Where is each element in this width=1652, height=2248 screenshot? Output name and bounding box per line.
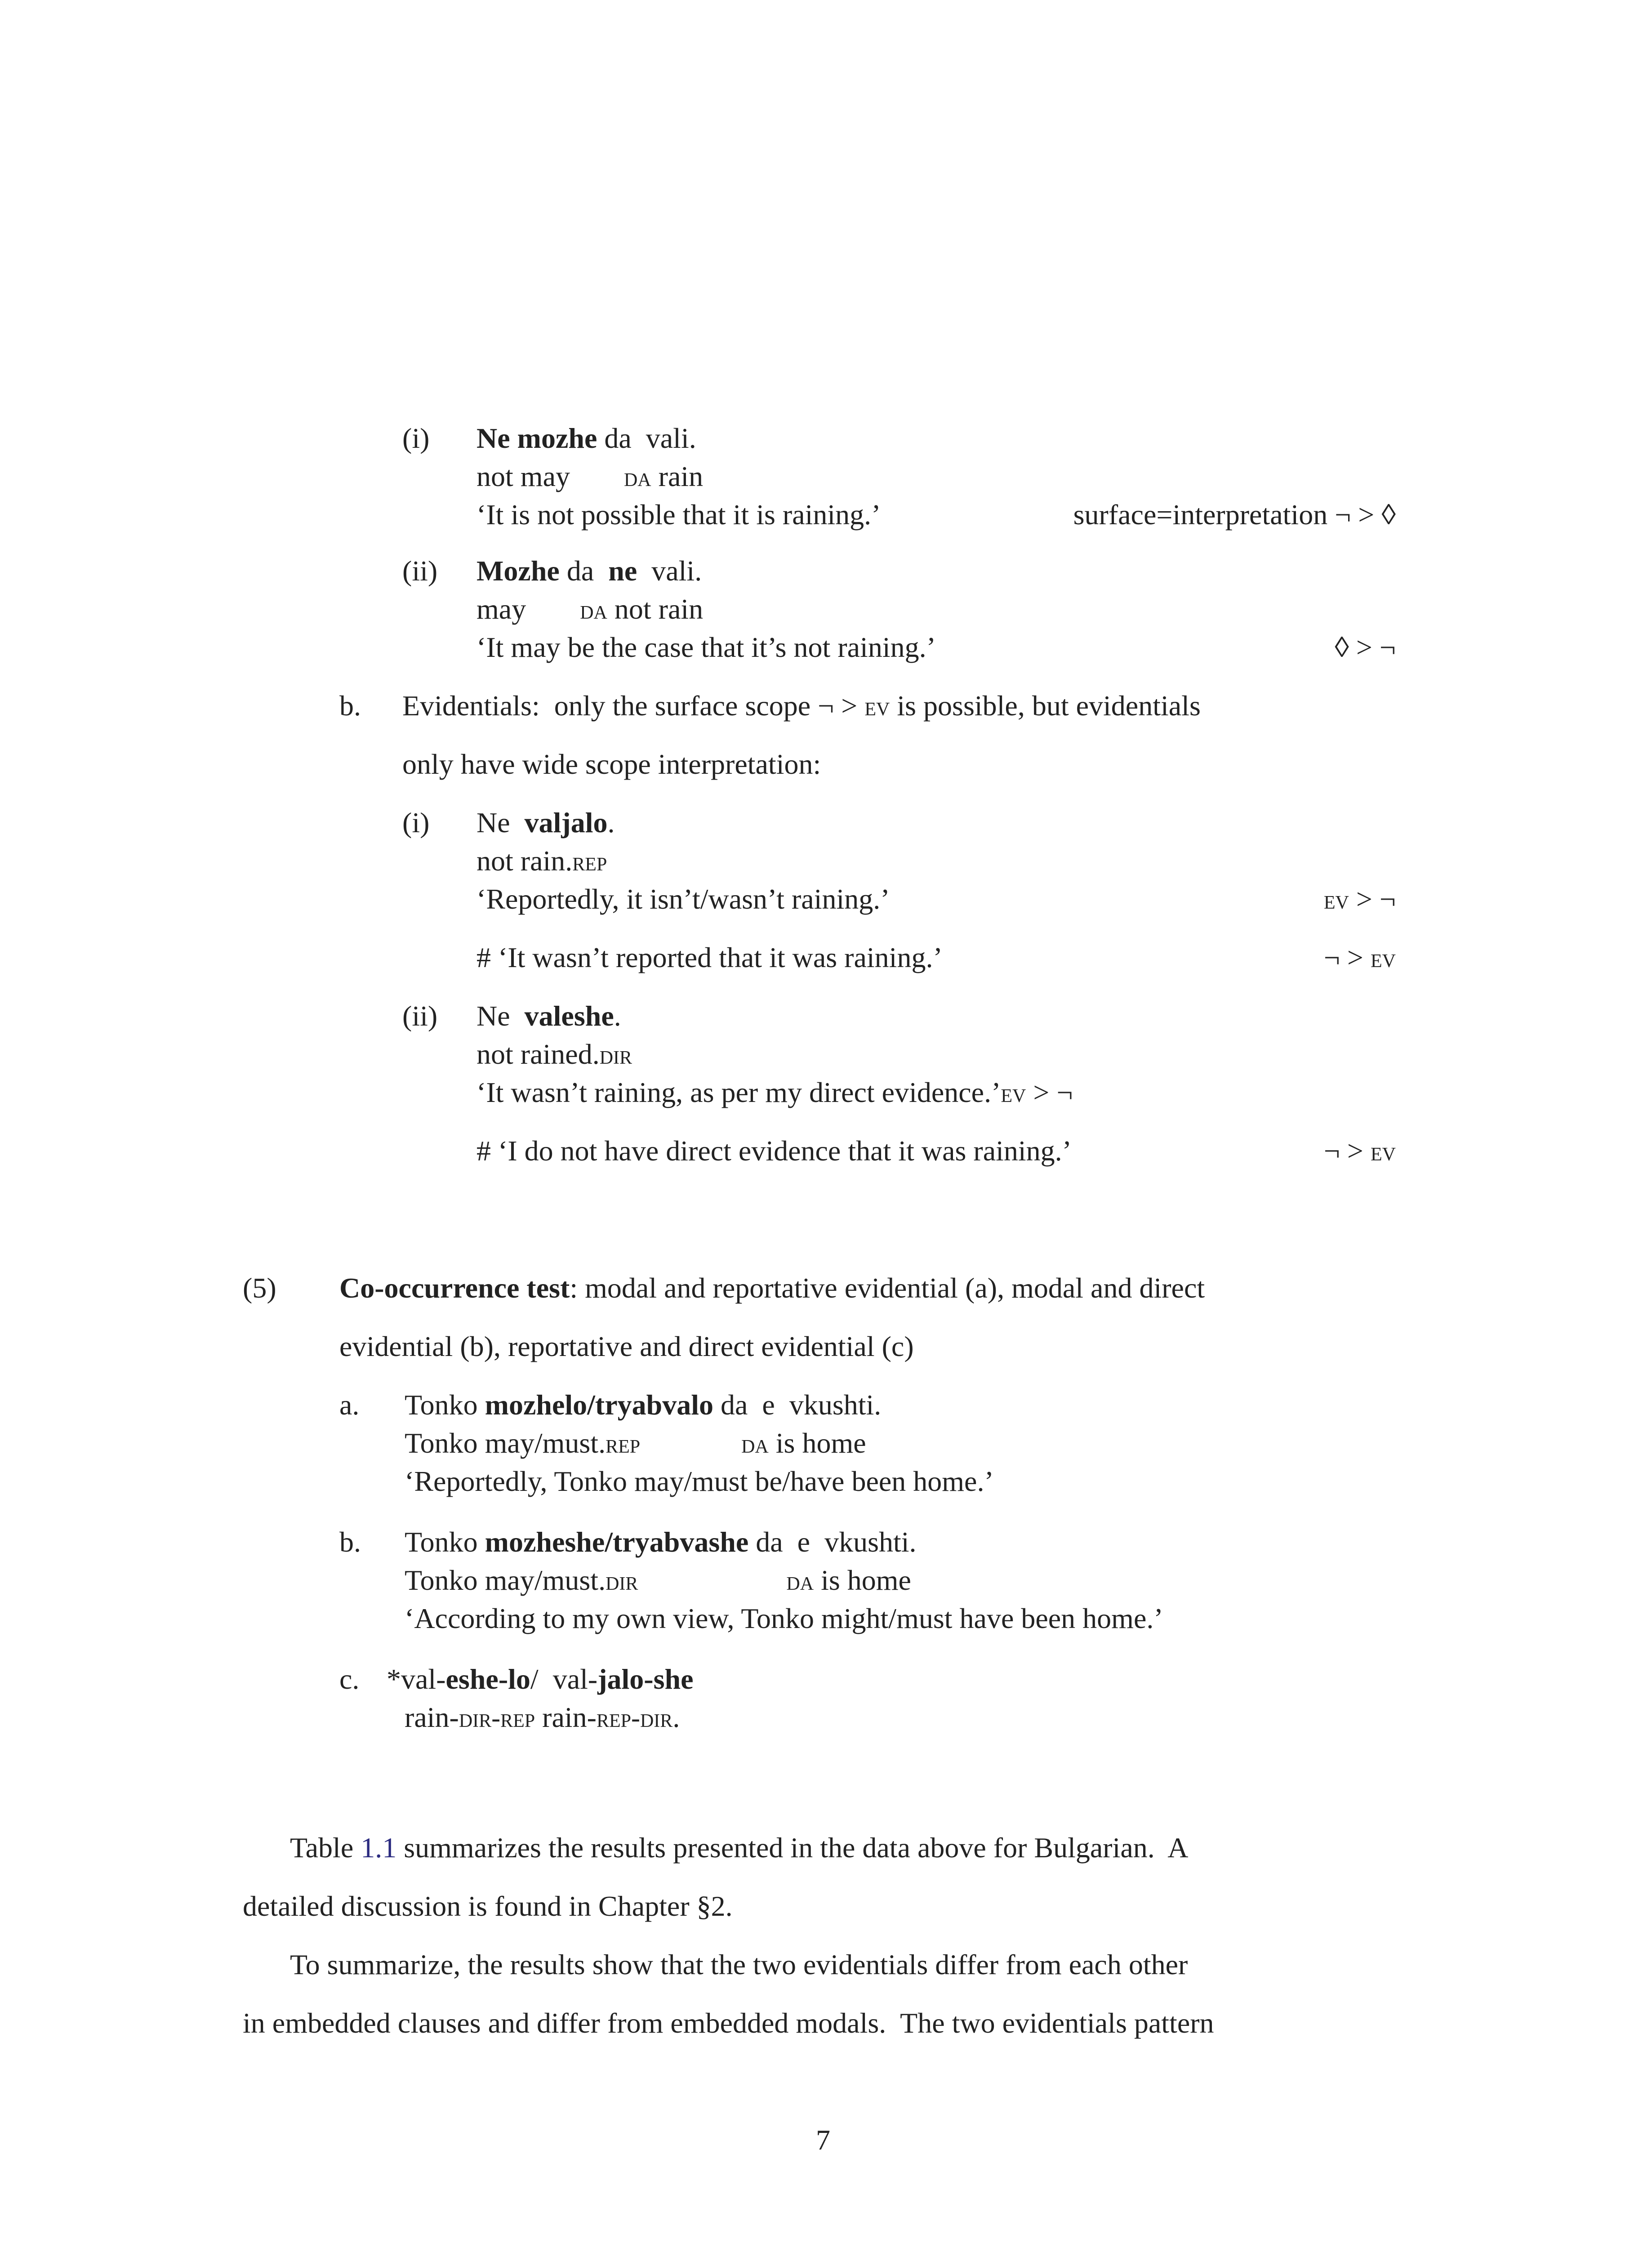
word: da	[756, 1526, 783, 1558]
gloss-abbrev: ev	[864, 691, 890, 721]
gloss-abbrev: ev	[1371, 943, 1396, 973]
text-span: ¬ >	[1323, 1135, 1371, 1167]
translation-line: ‘According to my own view, Tonko might/must have been home.’	[405, 1602, 1163, 1634]
gloss-line-source	[405, 1387, 881, 1423]
translation-line: # ‘I do not have direct evidence that it was raining.’	[476, 1135, 1072, 1167]
bold-word: Mozhe	[476, 555, 560, 587]
word: vali.	[646, 422, 696, 454]
word: e	[797, 1526, 810, 1558]
translation-line: ‘Reportedly, it isn’t/wasn’t raining.’	[476, 883, 890, 915]
example-number: (5)	[243, 1272, 276, 1304]
bold-word: valjalo	[524, 807, 608, 839]
word: e	[762, 1389, 775, 1421]
gloss-word: may	[476, 593, 526, 625]
word: Ne	[476, 807, 510, 839]
word: val-	[552, 1663, 598, 1695]
bold-word: jalo-she	[597, 1663, 694, 1695]
word: .	[607, 807, 615, 839]
gloss-word: Tonko may/must.	[405, 1427, 606, 1459]
gloss-word: .	[672, 1701, 680, 1733]
gloss-abbrev: dir	[606, 1566, 638, 1596]
gloss-word: not rain	[614, 593, 704, 625]
word: .	[614, 1000, 621, 1032]
text-span: summarizes the results presented in the data above for Bulgarian. A	[396, 1832, 1189, 1864]
gloss-abbrev: da	[786, 1566, 814, 1596]
gloss-word: not rained.	[476, 1038, 600, 1070]
word: vali.	[651, 555, 702, 587]
bold-word: mozheshe/tryabvashe	[485, 1526, 749, 1558]
example-label: a.	[339, 1389, 360, 1421]
text-span: is possible, but evidentials	[897, 690, 1201, 722]
bold-word: mozhelo/tryabvalo	[485, 1389, 713, 1421]
gloss-word: is home	[775, 1427, 866, 1459]
scope-note	[1324, 1133, 1396, 1169]
scope-note	[1324, 881, 1396, 918]
gloss-abbrev: da	[580, 595, 607, 624]
gloss-line-source	[476, 553, 702, 589]
translation-line: ‘It is not possible that it is raining.’	[476, 499, 881, 531]
gloss-abbrev: ev	[1371, 1137, 1396, 1166]
word: vkushti.	[824, 1526, 917, 1558]
scope-note	[1324, 940, 1396, 976]
example-label: (ii)	[402, 555, 438, 587]
example-label: (i)	[402, 807, 430, 839]
translation-line	[476, 1075, 1073, 1111]
text-span: : modal and reportative evidential (a), modal and direct	[570, 1272, 1205, 1304]
bold-word: ne	[608, 555, 637, 587]
example-text	[339, 1270, 1205, 1306]
word: vkushti.	[789, 1389, 882, 1421]
gloss-line-words	[476, 843, 607, 879]
gloss-abbrev: da	[741, 1429, 769, 1459]
gloss-word: rain-	[542, 1701, 597, 1733]
example-label: b.	[339, 690, 361, 722]
word: da	[604, 422, 632, 454]
gloss-line-words	[476, 1036, 632, 1073]
gloss-line-source	[476, 998, 621, 1034]
gloss-word: not may	[476, 460, 570, 492]
table-reference-link[interactable]: 1.1	[361, 1832, 397, 1864]
example-text: evidential (b), reportative and direct evidential (c)	[339, 1330, 914, 1362]
example-label: b.	[339, 1526, 361, 1558]
example-label: (i)	[402, 422, 430, 454]
gloss-line-source	[405, 1524, 917, 1560]
gloss-word: rain	[658, 460, 704, 492]
gloss-abbrev: dir-rep	[459, 1703, 535, 1733]
gloss-abbrev: rep-dir	[596, 1703, 673, 1733]
body-paragraph-line	[290, 1830, 1188, 1866]
translation-line: ‘Reportedly, Tonko may/must be/have been home.’	[405, 1465, 994, 1497]
text-span: Evidentials: only the surface scope ¬ >	[402, 690, 858, 722]
bold-word: Ne mozhe	[476, 422, 597, 454]
scope-note: ◊ > ¬	[1335, 631, 1396, 663]
example-label: (ii)	[402, 1000, 438, 1032]
page-number: 7	[816, 2124, 830, 2156]
gloss-abbrev: dir	[599, 1040, 632, 1070]
bold-word: eshe-lo	[445, 1663, 530, 1695]
bold-word: Co-occurrence test	[339, 1272, 570, 1304]
body-paragraph-line: detailed discussion is found in Chapter §2.	[243, 1890, 733, 1922]
word: *val-	[387, 1663, 446, 1695]
body-paragraph-line: in embedded clauses and differ from embedded modals. The two evidentials pattern	[243, 2007, 1214, 2039]
gloss-line-source	[476, 420, 696, 456]
word: Tonko	[405, 1526, 478, 1558]
gloss-word: is home	[821, 1564, 911, 1596]
translation-line: ‘It may be the case that it’s not raining.’	[476, 631, 936, 663]
example-text	[402, 688, 1201, 724]
text-span: > ¬	[1349, 883, 1396, 915]
text-span: Table	[290, 1832, 361, 1864]
scope-note: surface=interpretation ¬ > ◊	[1073, 499, 1396, 531]
text-span: ‘It wasn’t raining, as per my direct evidence.’	[476, 1076, 1001, 1108]
word: /	[530, 1663, 539, 1695]
gloss-abbrev: rep	[572, 847, 607, 876]
text-span: > ¬	[1026, 1076, 1073, 1108]
body-paragraph-line: To summarize, the results show that the two evidentials differ from each other	[290, 1949, 1188, 1980]
word: Ne	[476, 1000, 510, 1032]
gloss-line-source	[476, 805, 615, 841]
gloss-word: not rain.	[476, 845, 573, 877]
gloss-line-words	[405, 1699, 680, 1736]
gloss-abbrev: da	[623, 462, 651, 492]
gloss-line-words	[405, 1562, 911, 1599]
gloss-word: rain-	[405, 1701, 459, 1733]
text-span: ¬ >	[1323, 941, 1371, 973]
gloss-word: Tonko may/must.	[405, 1564, 606, 1596]
word: da	[566, 555, 594, 587]
example-label: c.	[339, 1663, 360, 1695]
gloss-abbrev: ev	[1001, 1078, 1026, 1108]
gloss-line-words	[476, 459, 703, 495]
translation-line: # ‘It wasn’t reported that it was raining.’	[476, 941, 943, 973]
gloss-abbrev: rep	[606, 1429, 641, 1459]
gloss-line-words	[476, 591, 703, 628]
word: Tonko	[405, 1389, 478, 1421]
word: da	[721, 1389, 748, 1421]
gloss-line-source	[387, 1661, 694, 1697]
gloss-line-words	[405, 1425, 866, 1462]
gloss-abbrev: ev	[1323, 885, 1349, 914]
bold-word: valeshe	[524, 1000, 614, 1032]
example-text: only have wide scope interpretation:	[402, 748, 821, 780]
